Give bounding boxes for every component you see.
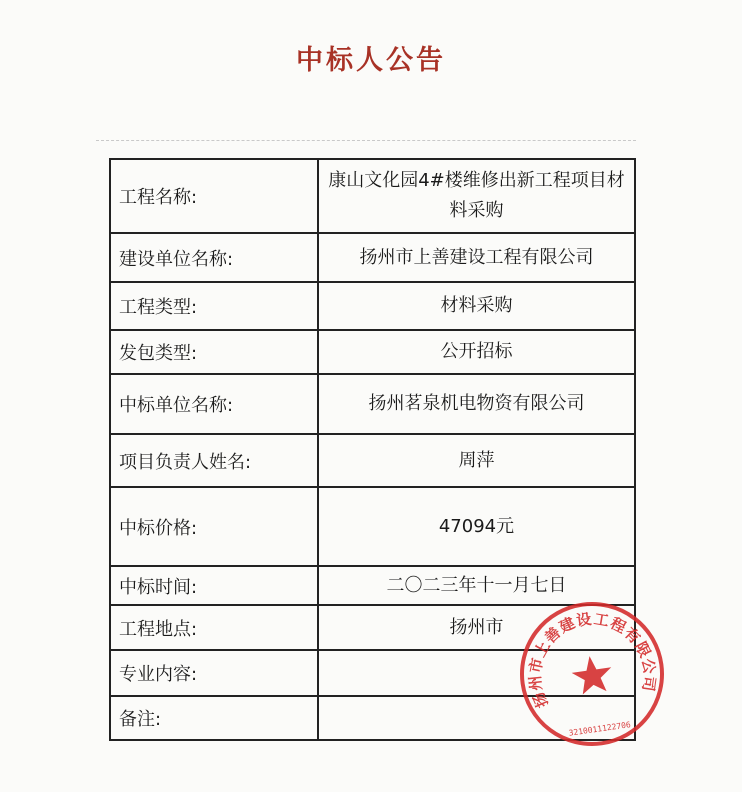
- label-project-type: 工程类型:: [110, 282, 318, 330]
- table-row: [110, 434, 635, 487]
- label-bid-price: 中标价格:: [110, 487, 318, 566]
- label-professional-content: 专业内容:: [110, 650, 318, 696]
- label-project-name: 工程名称:: [110, 159, 318, 233]
- seal-code: 3210011122706: [568, 720, 632, 738]
- table-row: [110, 233, 635, 282]
- value-project-location: 扬州市: [318, 605, 635, 650]
- table-row: [110, 330, 635, 374]
- label-winning-unit: 中标单位名称:: [110, 374, 318, 434]
- label-project-location: 工程地点:: [110, 605, 318, 650]
- value-winning-unit: 扬州茗泉机电物资有限公司: [318, 374, 635, 434]
- table-row: [110, 566, 635, 605]
- value-bid-date: 二〇二三年十一月七日: [318, 566, 635, 605]
- table-row: [110, 159, 635, 233]
- label-remarks: 备注:: [110, 696, 318, 740]
- label-bid-date: 中标时间:: [110, 566, 318, 605]
- table-row: [110, 282, 635, 330]
- value-project-type: 材料采购: [318, 282, 635, 330]
- company-seal: [508, 590, 675, 757]
- table-row: [110, 374, 635, 434]
- label-project-manager: 项目负责人姓名:: [110, 434, 318, 487]
- star-icon: [570, 653, 615, 695]
- value-construction-unit: 扬州市上善建设工程有限公司: [318, 233, 635, 282]
- value-bid-price: 47094元: [318, 487, 635, 566]
- table-row: [110, 487, 635, 566]
- label-contract-type: 发包类型:: [110, 330, 318, 374]
- value-project-name: 康山文化园4#楼维修出新工程项目材料采购: [318, 159, 635, 233]
- label-construction-unit: 建设单位名称:: [110, 233, 318, 282]
- divider: [96, 140, 636, 141]
- document-title: 中标人公告: [296, 45, 446, 76]
- seal-text: 扬州市上善建设工程有限公司: [525, 609, 659, 711]
- value-project-manager: 周萍: [318, 434, 635, 487]
- value-contract-type: 公开招标: [318, 330, 635, 374]
